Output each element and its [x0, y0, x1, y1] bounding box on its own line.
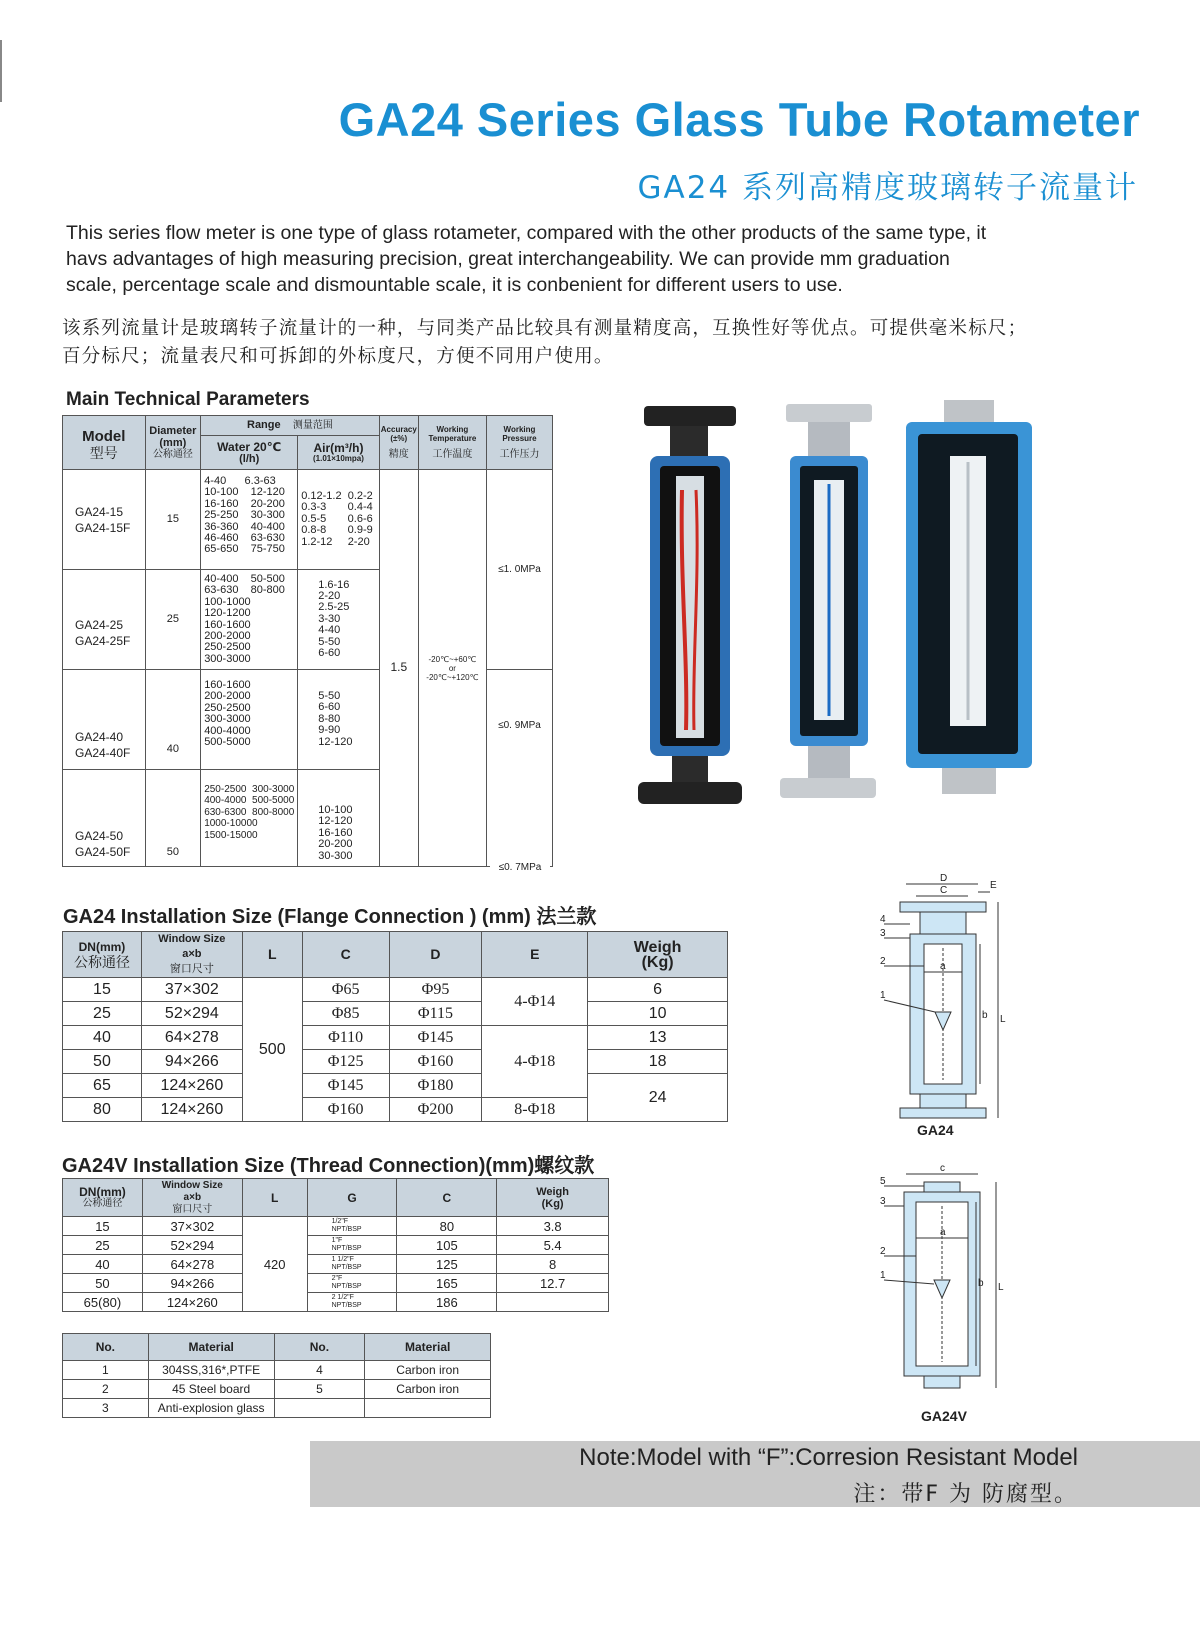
material-cell: Anti-explosion glass [148, 1399, 274, 1418]
E-cell: 4-Φ18 [482, 1026, 588, 1098]
D-cell: Φ145 [389, 1026, 482, 1050]
dim-label-b: b [982, 1010, 988, 1021]
dn-cell: 25 [63, 1236, 143, 1255]
dim-label-b: b [978, 1278, 984, 1289]
weigh-cell: 5.4 [497, 1236, 609, 1255]
C-cell: Φ145 [302, 1074, 389, 1098]
col-air: Air(m³/h) (1.01×10mpa) [298, 436, 379, 470]
col-accuracy: Accuracy (±%) 精度 [379, 416, 418, 470]
material-cell: Carbon iron [365, 1380, 491, 1399]
D-cell: Φ180 [389, 1074, 482, 1098]
window-cell: 124×260 [141, 1098, 242, 1122]
flange-row [63, 1002, 728, 1026]
thread-row [63, 1293, 609, 1312]
window-cell: 94×266 [141, 1050, 242, 1074]
dn-cell: 40 [63, 1026, 142, 1050]
thread-row [63, 1274, 609, 1293]
top-flange [900, 902, 986, 912]
weigh-cell: 24 [588, 1074, 728, 1122]
dim-label-a: a [940, 961, 946, 972]
flange-table [62, 931, 728, 1122]
ga24-label: GA24 [917, 1122, 954, 1138]
dn-cell: 15 [63, 1217, 143, 1236]
pressure-cell: ≤1. 0MPa [486, 470, 552, 670]
thread-row [63, 1236, 609, 1255]
callout-3: 3 [880, 1196, 886, 1207]
diameter-cell: 40 [145, 670, 201, 770]
window-cell: 64×278 [141, 1026, 242, 1050]
accuracy-cell: 1.5 [379, 470, 418, 867]
air-range-cell: 10-100 12-120 16-160 20-200 30-300 [298, 770, 379, 867]
material-row [63, 1380, 491, 1399]
bottom-flange [900, 1108, 986, 1118]
params-table [62, 415, 553, 867]
E-cell: 4-Φ14 [482, 978, 588, 1026]
dn-cell: 50 [63, 1050, 142, 1074]
col-material: Material [148, 1334, 274, 1361]
bottom-thread [924, 1376, 960, 1388]
no-cell: 3 [63, 1399, 149, 1418]
weigh-cell [497, 1293, 609, 1312]
dim-label-a: a [940, 1227, 946, 1238]
bottom-neck [920, 1094, 966, 1108]
col-range: Range 测量范围 [201, 416, 380, 436]
col-window: Window Size a×b 窗口尺寸 [141, 932, 242, 978]
col-no: No. [274, 1334, 365, 1361]
page-title: GA24 Series Glass Tube Rotameter [338, 93, 1140, 146]
dim-label-D: D [940, 873, 948, 884]
G-cell: 1"F NPT/BSP [307, 1236, 397, 1255]
dn-cell: 80 [63, 1098, 142, 1122]
pressure-cell: ≤0. 9MPa [486, 670, 552, 867]
window-cell: 64×278 [142, 1255, 242, 1274]
note-english: Note:Model with “F”:Corresion Resistant Model [579, 1444, 1078, 1471]
weigh-cell: 8 [497, 1255, 609, 1274]
window-cell: 37×302 [142, 1217, 242, 1236]
no-cell [274, 1399, 365, 1418]
G-cell: 1/2"F NPT/BSP [307, 1217, 397, 1236]
callout-1: 1 [880, 990, 886, 1001]
material-row [63, 1399, 491, 1418]
weigh-cell: 18 [588, 1050, 728, 1074]
D-cell: Φ160 [389, 1050, 482, 1074]
page-subtitle: GA24 系列高精度玻璃转子流量计 [637, 170, 1138, 206]
col-water: Water 20℃ (l/h) [201, 436, 298, 470]
meter-flange-steel [780, 404, 876, 798]
weigh-cell: 10 [588, 1002, 728, 1026]
intro-en-line: This series flow meter is one type of glass rotameter, compared with the other products of the same type, it [66, 222, 987, 244]
callout-2: 2 [880, 956, 886, 967]
no-cell: 2 [63, 1380, 149, 1399]
G-cell: 2 1/2"F NPT/BSP [307, 1293, 397, 1312]
dn-cell: 25 [63, 1002, 142, 1026]
note-chinese: 注：带F 为 防腐型。 [853, 1482, 1078, 1507]
model-cell: GA24-15 GA24-15F [63, 470, 146, 570]
C-cell: 186 [397, 1293, 497, 1312]
window-cell: 124×260 [141, 1074, 242, 1098]
flange-row [63, 1074, 728, 1098]
col-dn: DN(mm) 公称通径 [63, 932, 142, 978]
no-cell: 4 [274, 1361, 365, 1380]
col-material: Material [365, 1334, 491, 1361]
water-range-cell: 160-1600 200-2000 250-2500 300-3000 400-4000 500-5000 [201, 670, 298, 770]
col-weigh: Weigh (Kg) [588, 932, 728, 978]
dim-label-L: L [998, 1282, 1004, 1293]
window-cell: 52×294 [142, 1236, 242, 1255]
material-table [62, 1333, 491, 1418]
intro-cn-line: 百分标尺；流量表尺和可拆卸的外标度尺，方便不同用户使用。 [62, 346, 614, 367]
C-cell: Φ110 [302, 1026, 389, 1050]
col-C: C [302, 932, 389, 978]
dn-cell: 40 [63, 1255, 143, 1274]
ga24-drawing [880, 862, 1030, 1144]
ga24v-label: GA24V [921, 1408, 967, 1424]
params-title: Main Technical Parameters [66, 389, 310, 410]
thread-table [62, 1178, 609, 1312]
intro-english [66, 220, 1166, 298]
G-cell: 1 1/2"F NPT/BSP [307, 1255, 397, 1274]
pressure-last-cell: ≤0. 7MPa [490, 858, 550, 878]
flange-row [63, 1026, 728, 1050]
C-cell: Φ160 [302, 1098, 389, 1122]
col-E: E [482, 932, 588, 978]
diameter-cell: 50 [145, 770, 201, 867]
C-cell: Φ125 [302, 1050, 389, 1074]
dn-cell: 65(80) [63, 1293, 143, 1312]
dim-label-L: L [1000, 1014, 1006, 1025]
C-cell: Φ65 [302, 978, 389, 1002]
col-model: Model 型号 [63, 416, 146, 470]
flange-title: GA24 Installation Size (Flange Connection ) (mm) 法兰款 [63, 906, 597, 928]
col-window: Window Size a×b 窗口尺寸 [142, 1179, 242, 1217]
dn-cell: 15 [63, 978, 142, 1002]
C-cell: 80 [397, 1217, 497, 1236]
col-G: G [307, 1179, 397, 1217]
col-C: C [397, 1179, 497, 1217]
diameter-cell: 25 [145, 570, 201, 670]
D-cell: Φ95 [389, 978, 482, 1002]
weigh-cell: 3.8 [497, 1217, 609, 1236]
callout-5: 5 [880, 1176, 886, 1187]
water-range-cell: 40-400 50-500 63-630 80-800 100-1000 120-1200 160-1600 200-2000 250-2500 300-3000 [201, 570, 298, 670]
flange-row [63, 1050, 728, 1074]
window-cell: 124×260 [142, 1293, 242, 1312]
col-no: No. [63, 1334, 149, 1361]
C-cell: Φ85 [302, 1002, 389, 1026]
ga24v-drawing [880, 1160, 1030, 1410]
callout-3: 3 [880, 928, 886, 939]
window-cell: 94×266 [142, 1274, 242, 1293]
meter-flange-black [638, 406, 742, 804]
material-cell: 304SS,316*,PTFE [148, 1361, 274, 1380]
col-diameter: Diameter (mm) 公称通径 [145, 416, 201, 470]
thread-row [63, 1217, 609, 1236]
C-cell: 105 [397, 1236, 497, 1255]
L-cell: 500 [242, 978, 302, 1122]
top-neck [920, 912, 966, 934]
material-row [63, 1361, 491, 1380]
weigh-cell: 13 [588, 1026, 728, 1050]
G-cell: 2"F NPT/BSP [307, 1274, 397, 1293]
product-photos [620, 400, 1040, 840]
water-range-cell: 250-2500 300-3000 400-4000 500-5000 630-6300 800-8000 1000-10000 1500-15000 [201, 770, 298, 867]
col-L: L [242, 1179, 307, 1217]
C-cell: 125 [397, 1255, 497, 1274]
intro-en-line: scale, percentage scale and dismountable scale, it is conbenient for different users to use. [66, 274, 843, 296]
D-cell: Φ200 [389, 1098, 482, 1122]
D-cell: Φ115 [389, 1002, 482, 1026]
callout-4: 4 [880, 914, 886, 925]
material-cell: 45 Steel board [148, 1380, 274, 1399]
dn-cell: 50 [63, 1274, 143, 1293]
params-row [63, 470, 553, 570]
thread-row [63, 1255, 609, 1274]
col-L: L [242, 932, 302, 978]
weigh-cell: 12.7 [497, 1274, 609, 1293]
col-weigh: Weigh (Kg) [497, 1179, 609, 1217]
col-dn: DN(mm) 公称通径 [63, 1179, 143, 1217]
window-cell: 52×294 [141, 1002, 242, 1026]
weigh-cell: 6 [588, 978, 728, 1002]
thread-title: GA24V Installation Size (Thread Connection)(mm)螺纹款 [62, 1155, 595, 1177]
air-range-cell: 1.6-16 2-20 2.5-25 3-30 4-40 5-50 6-60 [298, 570, 379, 670]
model-cell: GA24-40 GA24-40F [63, 670, 146, 770]
window-cell: 37×302 [141, 978, 242, 1002]
C-cell: 165 [397, 1274, 497, 1293]
diameter-cell: 15 [145, 470, 201, 570]
intro-chinese [62, 315, 1172, 371]
model-cell: GA24-50 GA24-50F [63, 770, 146, 867]
temperature-cell: -20℃~+60℃ or -20℃~+120℃ [418, 470, 486, 867]
dn-cell: 65 [63, 1074, 142, 1098]
dim-label-c: c [940, 1163, 945, 1174]
material-cell [365, 1399, 491, 1418]
air-range-cell: 0.12-1.2 0.2-2 0.3-3 0.4-4 0.5-5 0.6-6 0.8-8 0.9-9 1.2-12 2-20 [298, 470, 379, 570]
material-cell: Carbon iron [365, 1361, 491, 1380]
meter-thread [906, 400, 1032, 794]
intro-en-line: havs advantages of high measuring precision, great interchangeability. We can provide mm graduation [66, 248, 950, 270]
E-cell: 8-Φ18 [482, 1098, 588, 1122]
water-range-cell: 4-40 6.3-63 10-100 12-120 16-160 20-200 25-250 30-300 36-360 40-400 46-460 63-630 65-650 75-750 [201, 470, 298, 570]
air-range-cell: 5-50 6-60 8-80 9-90 12-120 [298, 670, 379, 770]
no-cell: 5 [274, 1380, 365, 1399]
model-cell: GA24-25 GA24-25F [63, 570, 146, 670]
intro-cn-line: 该系列流量计是玻璃转子流量计的一种，与同类产品比较具有测量精度高，互换性好等优点。可提供毫米标尺； [62, 318, 1028, 339]
col-temperature: Working Temperature 工作温度 [418, 416, 486, 470]
no-cell: 1 [63, 1361, 149, 1380]
flange-row [63, 978, 728, 1002]
L-cell: 420 [242, 1217, 307, 1312]
left-edge-rule [0, 40, 2, 102]
col-D: D [389, 932, 482, 978]
callout-1: 1 [880, 1270, 886, 1281]
dim-label-C: C [940, 885, 948, 896]
col-pressure: Working Pressure 工作压力 [486, 416, 552, 470]
callout-2: 2 [880, 1246, 886, 1257]
dim-label-E: E [990, 880, 997, 891]
